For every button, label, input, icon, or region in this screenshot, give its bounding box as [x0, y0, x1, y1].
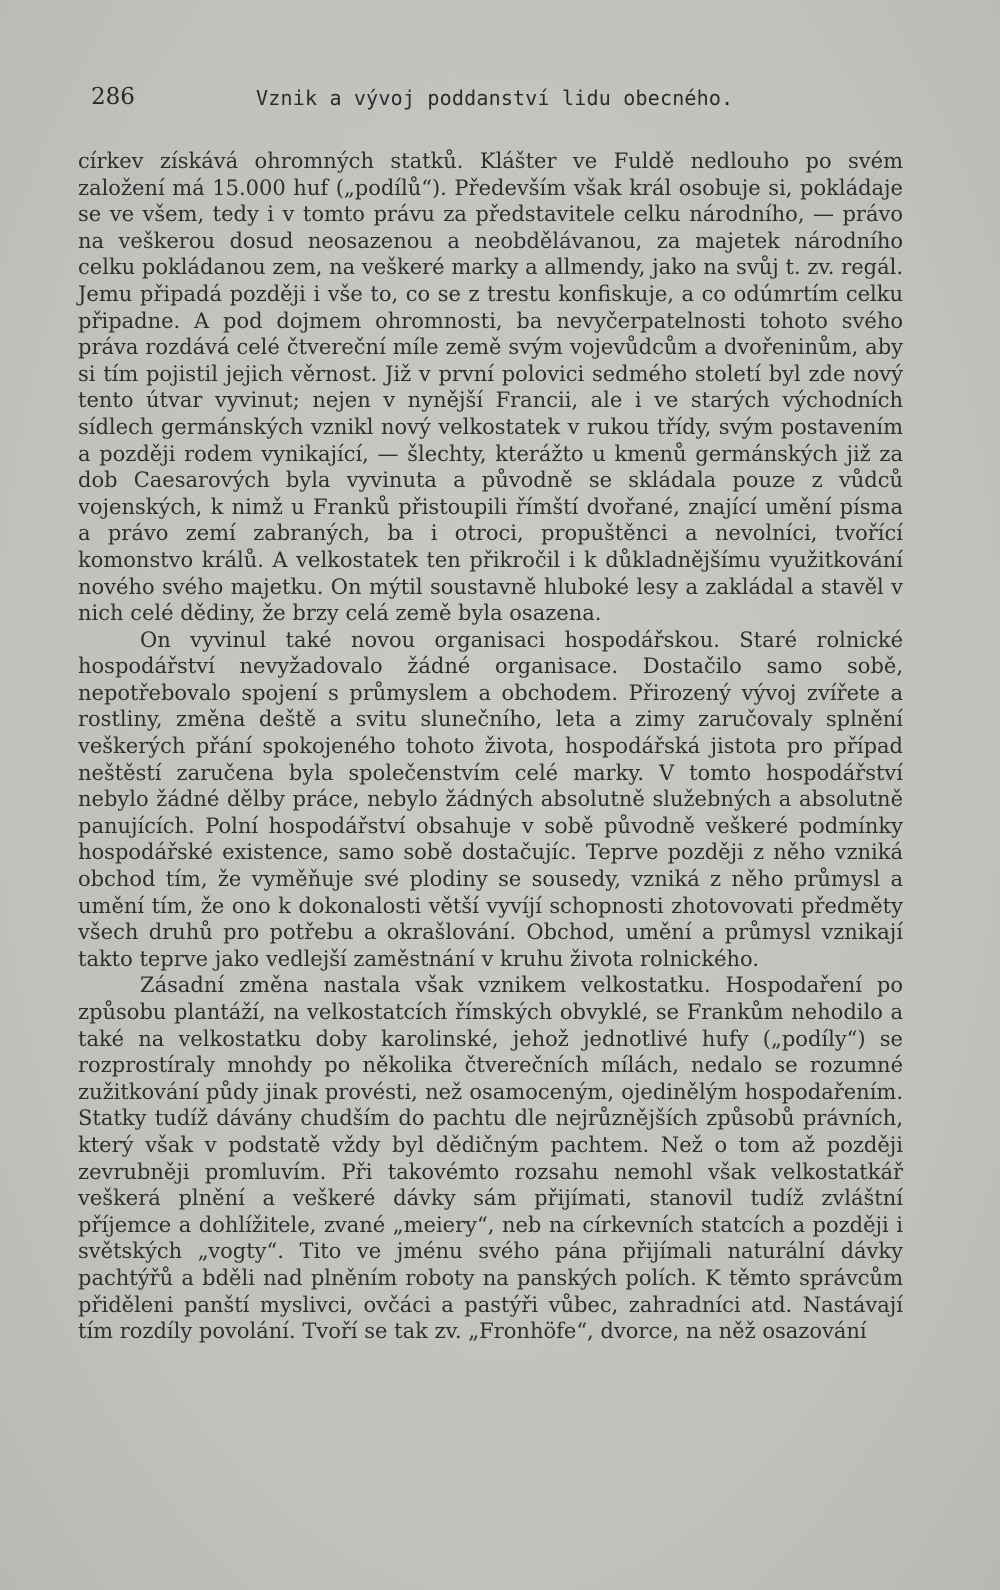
body-text: [78, 148, 903, 1448]
paragraph: církev získává ohromných statků. Klášter ve Fuldě nedlouho po svém založení má 15.000 huf („podílů“). Především však král osobuje si, pokládaje se ve všem, tedy i v tomto právu za představitele celku národního, — právo na veškerou dosud neosazenou a neobdělávanou, za majetek národního celku pokládanou zem, na veškeré marky a allmendy, jako na svůj t. zv. regál. Jemu připadá později i vše to, co se z trestu konfiskuje, a co odúmrtím celku připadne. A pod dojmem ohromnosti, ba nevyčerpatelnosti tohoto svého práva rozdává celé čtvereční míle země svým vojevůdcům a dvořeninům, aby si tím pojistil jejich věrnost. Již v první polovici sedmého století byl zde nový tento útvar vyvinut; nejen v nynější Francii, ale i ve starých východních sídlech germánských vznikl nový velkostatek v rukou třídy, svým postavením a později rodem vynikající, — šlechty, kterážto u kmenů germánských již za dob Caesarových byla vyvinuta a původně se skládala pouze z vůdců vojenských, k nimž u Franků přistoupili římští dvořané, znající umění písma a právo zemí zabraných, ba i otroci, propuštěnci a nevolníci, tvořící komonstvo králů. A velkostatek ten přikročil i k důkladnějšímu využitkování nového svého majetku. On mýtil soustavně hluboké lesy a zakládal a stavěl v nich celé dědiny, že brzy celá země byla osazena.: [78, 149, 903, 626]
paragraph: On vyvinul také novou organisaci hospodářskou. Staré rolnické hospodářství nevyžadovalo žádné organisace. Dostačilo samo sobě, nepotřebovalo spojení s průmyslem a obchodem. Přirozený vývoj zvířete a rostliny, změna deště a svitu slunečního, leta a zimy zaručovaly splnění veškerých přání spokojeného tohoto života, hospodářská jistota pro případ neštěstí zaručena byla společenstvím celé marky. V tomto hospodářství nebylo žádné dělby práce, nebylo žádných absolutně služebných a absolutně panujících. Polní hospodářství obsahuje v sobě původně veškeré podmínky hospodářské existence, samo sobě dostačujíc. Teprve později z něho vzniká obchod tím, že vyměňuje své plodiny se sousedy, vzniká z něho průmysl a umění tím, že ono k dokonalosti větší vyvíjí schopnosti zhotovovati předměty všech druhů pro potřebu a okrašlování. Obchod, umění a průmysl vznikají takto teprve jako vedlejší zaměstnání v kruhu života rolnického.: [78, 627, 903, 971]
page-number: 286: [91, 84, 135, 110]
running-head: Vznik a vývoj poddanství lidu obecného.: [256, 86, 734, 110]
page-header: [91, 84, 751, 120]
paragraph: Zásadní změna nastala však vznikem velkostatku. Hospodaření po způsobu plantáží, na velkostatcích římských obvyklé, se Frankům nehodilo a také na velkostatku doby karolinské, jehož jednotlivé hufy („podíly“) se rozprostíraly mnohdy po několika čtverečních mílách, nedalo se rozumné zužitkování půdy jinak provésti, než osamoceným, ojedinělým hospodařením. Statky tudíž dávány chudším do pachtu dle nejrůznějších způsobů právních, který však v podstatě vždy byl dědičným pachtem. Než o tom až později zevrubněji promluvím. Při takovémto rozsahu nemohl však velkostatkář veškerá plnění a veškeré dávky sám přijímati, stanovil tudíž zvláštní příjemce a dohlížitele, zvané „meiery“, neb na církevních statcích a později i světských „vogty“. Tito ve jménu svého pána přijímali naturální dávky pachtýřů a bděli nad plněním roboty na panských polích. K těmto správcům přiděleni panští myslivci, ovčáci a pastýři vůbec, zahradníci atd. Nastávají tím rozdíly povolání. Tvoří se tak zv. „Fronhöfe“, dvorce, na něž osazování: [78, 973, 903, 1344]
